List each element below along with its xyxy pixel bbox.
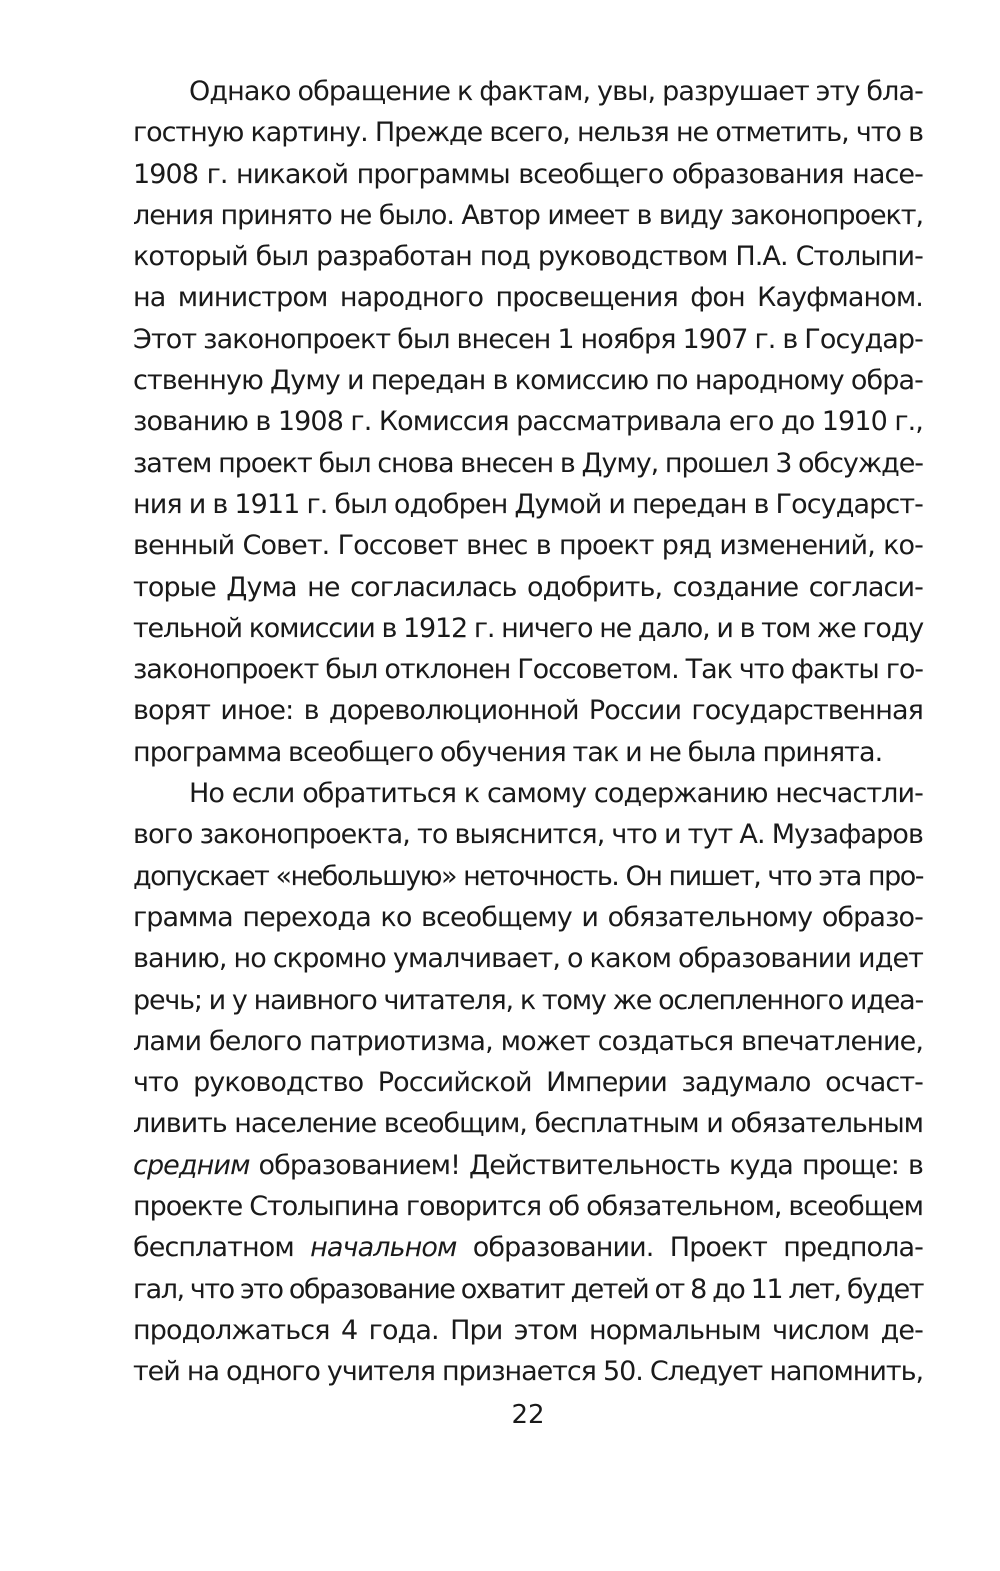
text-line — [133, 1145, 923, 1186]
text-segment: который был разработан под руководством П.А. Столыпи- — [133, 241, 923, 273]
text-line — [133, 319, 923, 360]
text-segment: вого законопроекта, то выяснится, что и тут А. Музафаров — [133, 819, 923, 851]
text-segment: программа всеобщего обучения так и не была принята. — [133, 736, 883, 768]
text-segment: ванию, но скромно умалчивает, о каком образовании идет — [133, 943, 923, 975]
body-text — [133, 71, 923, 1393]
text-segment: лами белого патриотизма, может создаться впечатление, — [133, 1025, 923, 1057]
text-segment: образованием! Действительность куда проще: в — [249, 1149, 923, 1181]
text-line — [133, 195, 923, 236]
text-segment: проекте Столыпина говорится об обязательном, всеобщем — [133, 1191, 923, 1223]
text-segment: торые Дума не согласилась одобрить, создание согласи- — [133, 571, 923, 603]
text-segment: ворят иное: в дореволюционной России государственная — [133, 695, 923, 727]
text-line — [133, 525, 923, 566]
text-line — [133, 484, 923, 525]
text-line — [133, 1227, 923, 1268]
text-segment: образовании. Проект предпола- — [456, 1232, 923, 1264]
text-line — [133, 980, 923, 1021]
text-segment: ния и в 1911 г. был одобрен Думой и передан в Государст- — [133, 488, 923, 520]
text-segment: ления принято не было. Автор имеет в виду законопроект, — [133, 199, 923, 231]
text-segment: 1908 г. никакой программы всеобщего образования насе- — [133, 158, 923, 190]
text-line — [133, 814, 923, 855]
paragraph — [133, 773, 923, 1392]
text-line — [133, 773, 923, 814]
text-segment: зованию в 1908 г. Комиссия рассматривала его до 1910 г., — [133, 406, 923, 438]
text-line — [133, 1186, 923, 1227]
text-line — [133, 1021, 923, 1062]
text-segment: затем проект был снова внесен в Думу, прошел 3 обсужде- — [133, 447, 923, 479]
text-segment: бесплатном — [133, 1232, 311, 1264]
text-line — [133, 236, 923, 277]
text-line — [133, 938, 923, 979]
text-line — [133, 277, 923, 318]
text-line — [133, 690, 923, 731]
text-line — [133, 897, 923, 938]
text-line — [133, 649, 923, 690]
text-line — [133, 1269, 923, 1310]
text-line — [133, 608, 923, 649]
text-line — [133, 1310, 923, 1351]
text-segment: гал, что это образование охватит детей от 8 до 11 лет, будет — [133, 1273, 923, 1305]
text-line — [133, 1103, 923, 1144]
text-line — [133, 732, 923, 773]
text-line — [133, 856, 923, 897]
text-segment: на министром народного просвещения фон Кауфманом. — [133, 282, 923, 314]
text-segment: Однако обращение к фактам, увы, разрушает эту бла- — [189, 76, 923, 107]
page-number: 22 — [511, 1400, 545, 1430]
italic-text: начальном — [310, 1232, 457, 1264]
text-line — [133, 71, 923, 112]
text-segment: грамма перехода ко всеобщему и обязательному образо- — [133, 901, 923, 933]
text-segment: тельной комиссии в 1912 г. ничего не дало, и в том же году — [133, 612, 923, 644]
text-segment: речь; и у наивного читателя, к тому же ослепленного идеа- — [133, 984, 923, 1016]
text-line — [133, 360, 923, 401]
text-segment: Но если обратиться к самому содержанию несчастли- — [189, 778, 923, 810]
text-line — [133, 112, 923, 153]
text-segment: допускает «небольшую» неточность. Он пишет, что эта про- — [133, 860, 923, 892]
text-line — [133, 154, 923, 195]
text-segment: ственную Думу и передан в комиссию по народному обра- — [133, 365, 923, 397]
text-line — [133, 567, 923, 608]
text-line — [133, 401, 923, 442]
text-line — [133, 1351, 923, 1392]
text-segment: Этот законопроект был внесен 1 ноября 1907 г. в Государ- — [133, 323, 923, 355]
italic-text: средним — [133, 1149, 250, 1181]
text-segment: законопроект был отклонен Госсоветом. Так что факты го- — [133, 654, 923, 686]
paragraph — [133, 71, 923, 773]
text-segment: что руководство Российской Империи задумало осчаст- — [133, 1067, 923, 1099]
text-segment: тей на одного учителя признается 50. Следует напомнить, — [133, 1356, 923, 1388]
text-segment: продолжаться 4 года. При этом нормальным числом де- — [133, 1314, 923, 1346]
text-segment: гостную картину. Прежде всего, нельзя не отметить, что в — [133, 117, 923, 149]
text-segment: ливить население всеобщим, бесплатным и обязательным — [133, 1108, 923, 1140]
text-segment: венный Совет. Госсовет внес в проект ряд изменений, ко- — [133, 530, 923, 562]
text-line — [133, 443, 923, 484]
text-line — [133, 1062, 923, 1103]
